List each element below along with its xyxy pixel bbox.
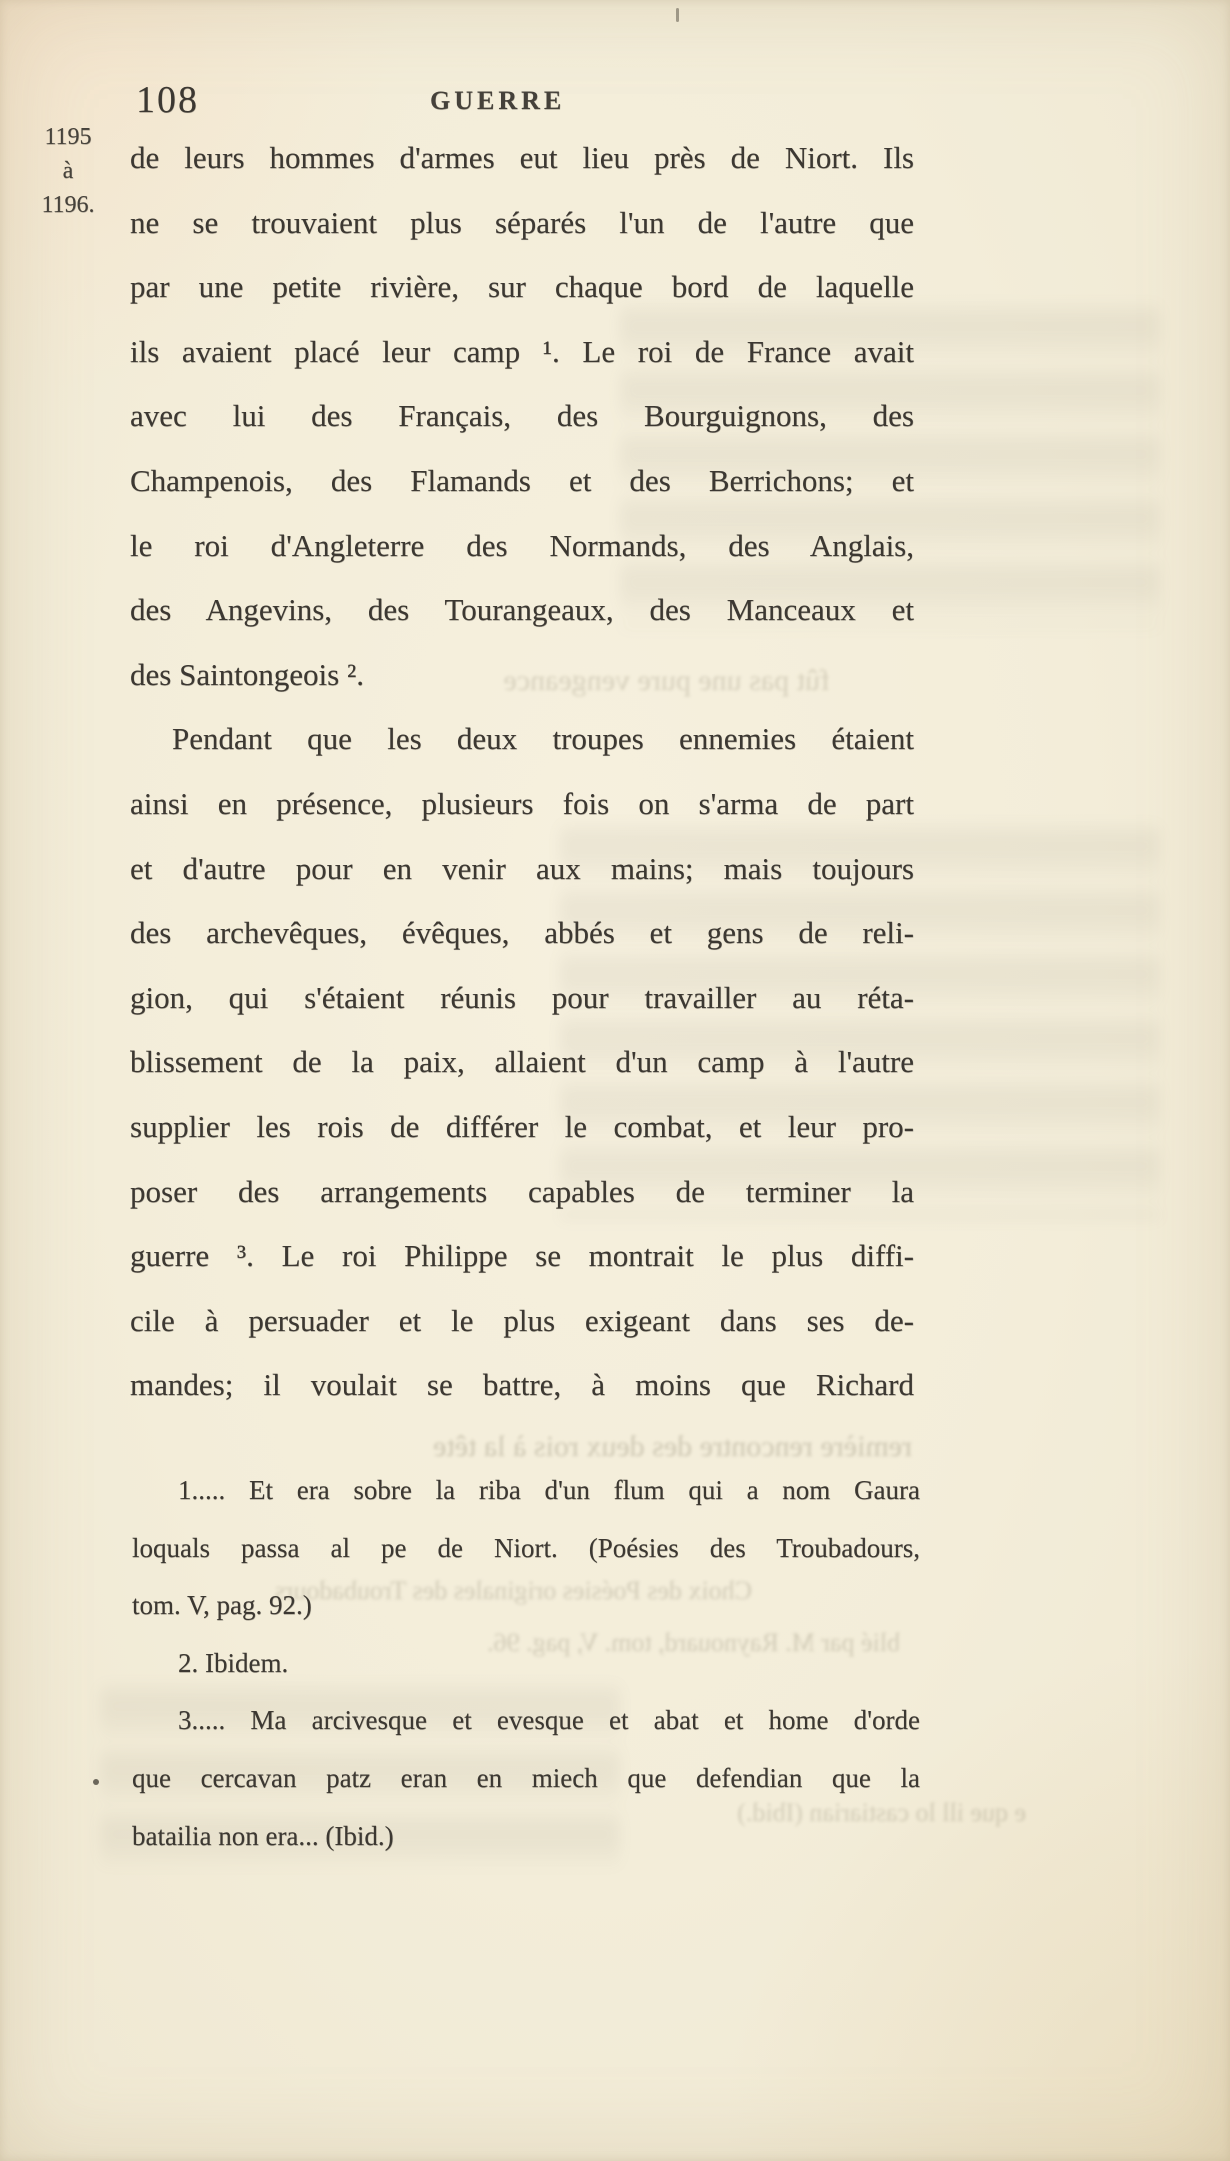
- body-line: ne se trouvaient plus séparés l'un de l'autre que: [130, 204, 914, 240]
- body-line: blissement de la paix, allaient d'un camp à l'autre: [130, 1044, 914, 1080]
- footnote-line: loquals passa al pe de Niort. (Poésies des Troubadours,: [132, 1532, 920, 1563]
- body-line: Pendant que les deux troupes ennemies étaient: [172, 721, 914, 757]
- body-text: [130, 126, 914, 1418]
- bleed-through-line: Choix des Poésies originales des Troubadours: [274, 1576, 752, 1605]
- body-line: des Angevins, des Tourangeaux, des Manceaux et: [130, 592, 914, 628]
- margin-note-start-year: 1195: [44, 124, 92, 150]
- body-line: gion, qui s'étaient réunis pour travailler au réta-: [130, 979, 914, 1015]
- body-line: Champenois, des Flamands et des Berrichons; et: [130, 462, 914, 498]
- body-line: des Saintongeois ².: [130, 656, 365, 692]
- body-line: mandes; il voulait se battre, à moins que Richard: [130, 1367, 914, 1403]
- body-line: poser des arrangements capables de terminer la: [130, 1173, 914, 1209]
- page-number: 108: [136, 79, 199, 121]
- bleed-through-line: fût pas une pure vengeance: [503, 664, 830, 697]
- body-line: par une petite rivière, sur chaque bord de laquelle: [130, 269, 914, 305]
- bleed-through-line: e que ill lo castiarian (Ibid.): [737, 1798, 1026, 1827]
- footnote-line: que cercavan patz eran en miech que defendian que la: [132, 1762, 920, 1793]
- body-line: ils avaient placé leur camp ¹. Le roi de France avait: [130, 333, 914, 369]
- stray-ink-dot: [93, 1779, 99, 1785]
- body-line: de leurs hommes d'armes eut lieu près de Niort. Ils: [130, 140, 914, 175]
- running-title: GUERRE: [430, 86, 566, 115]
- footnote-line: 3..... Ma arcivesque et evesque et abat et home d'orde: [178, 1705, 920, 1736]
- margin-date-note: [18, 120, 118, 222]
- footnote-line: 1..... Et era sobre la riba d'un flum qui a nom Gaura: [178, 1475, 920, 1505]
- body-line: guerre ³. Le roi Philippe se montrait le plus diffi-: [130, 1238, 914, 1274]
- body-line: cile à persuader et le plus exigeant dans ses de-: [130, 1302, 914, 1338]
- body-line: le roi d'Angleterre des Normands, des Anglais,: [130, 527, 914, 563]
- bleed-through-line: blié par M. Raynouard, tom. V, pag. 96.: [487, 1628, 900, 1657]
- footnote-line: batailia non era... (Ibid.): [132, 1820, 394, 1851]
- body-line: des archevêques, évêques, abbés et gens de reli-: [130, 915, 914, 951]
- footnote-line: 2. Ibidem.: [178, 1647, 289, 1678]
- body-line: ainsi en présence, plusieurs fois on s'arma de part: [130, 785, 914, 821]
- margin-note-connector: à: [62, 158, 74, 184]
- body-line: avec lui des Français, des Bourguignons, des: [130, 398, 914, 434]
- footnote-line: tom. V, pag. 92.): [132, 1590, 312, 1621]
- footnotes: [132, 1462, 920, 1865]
- margin-note-end-year: 1196.: [41, 192, 95, 218]
- body-line: supplier les rois de différer le combat, et leur pro-: [130, 1108, 914, 1144]
- bleed-through-line: remière rencontre des deux rois à la tête: [433, 1430, 912, 1463]
- stray-ink-mark: [676, 8, 679, 22]
- body-line: et d'autre pour en venir aux mains; mais toujours: [130, 850, 914, 886]
